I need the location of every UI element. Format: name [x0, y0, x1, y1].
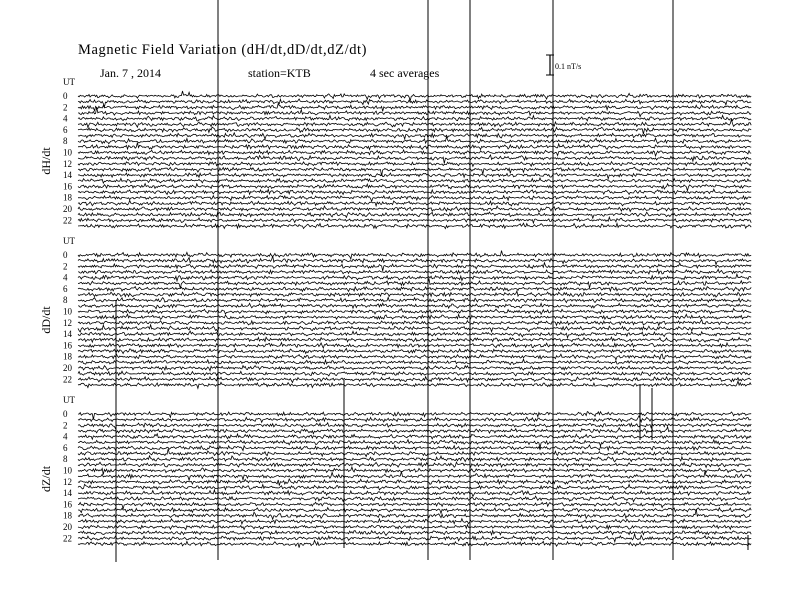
trace-hour-15 [78, 337, 751, 342]
trace-hour-1 [78, 416, 751, 423]
hour-label: 18 [63, 510, 72, 521]
averaging-label: 4 sec averages [370, 66, 440, 80]
trace-hour-5 [78, 119, 751, 127]
vertical-spikes [116, 0, 748, 562]
trace-hour-3 [78, 427, 751, 434]
hour-label: 2 [63, 102, 68, 113]
component-label: dZ/dt [39, 465, 53, 492]
panels [39, 77, 751, 548]
hour-label: 4 [63, 431, 68, 442]
trace-hour-18 [78, 354, 751, 360]
chart-title: Magnetic Field Variation (dH/dt,dD/dt,dZ/dt) [78, 42, 368, 58]
hour-label: 8 [63, 295, 68, 306]
ut-label: UT [63, 395, 75, 405]
trace-hour-19 [78, 200, 751, 206]
hour-label: 2 [63, 420, 68, 431]
trace-hour-23 [78, 381, 751, 388]
trace-hour-7 [78, 133, 751, 139]
panel-3 [39, 395, 751, 548]
hour-label: 0 [63, 91, 68, 101]
trace-hour-22 [78, 534, 751, 542]
trace-hour-12 [78, 479, 751, 486]
trace-hour-10 [78, 467, 751, 475]
trace-hour-1 [78, 256, 751, 265]
hour-label: 0 [63, 250, 68, 260]
ut-label: UT [63, 236, 75, 246]
trace-hour-0 [78, 91, 751, 101]
trace-hour-14 [78, 173, 751, 179]
trace-hour-15 [78, 178, 751, 183]
trace-hour-13 [78, 325, 751, 332]
trace-hour-23 [78, 223, 751, 228]
hour-label: 20 [63, 204, 72, 214]
hour-label: 0 [63, 409, 68, 419]
component-label: dH/dt [39, 147, 53, 175]
trace-hour-13 [78, 484, 751, 490]
hour-label: 8 [63, 136, 68, 147]
station-label: station=KTB [248, 66, 311, 80]
hour-label: 10 [63, 147, 72, 158]
trace-hour-7 [78, 449, 751, 457]
trace-hour-7 [78, 291, 751, 297]
hour-label: 22 [63, 215, 72, 226]
date-label: Jan. 7 , 2014 [100, 66, 161, 80]
trace-hour-11 [78, 314, 751, 319]
trace-hour-3 [78, 269, 751, 274]
hour-label: 20 [63, 522, 72, 532]
hour-label: 4 [63, 113, 68, 124]
trace-hour-10 [78, 309, 751, 315]
scale-bar [546, 55, 581, 75]
hour-label: 14 [63, 329, 72, 340]
trace-hour-16 [78, 343, 751, 348]
trace-hour-18 [78, 196, 751, 202]
trace-hour-5 [78, 279, 751, 289]
trace-hour-21 [78, 371, 751, 376]
trace-hour-4 [78, 274, 751, 281]
hour-label: 22 [63, 374, 72, 385]
hour-label: 2 [63, 261, 68, 272]
trace-hour-12 [78, 320, 751, 326]
panel-2 [39, 236, 751, 388]
trace-hour-12 [78, 162, 751, 167]
trace-hour-2 [78, 104, 751, 112]
hour-label: 18 [63, 351, 72, 362]
ut-label: UT [63, 77, 75, 87]
trace-hour-4 [78, 116, 751, 122]
hour-label: 10 [63, 306, 72, 317]
panel-1 [39, 77, 751, 229]
trace-hour-6 [78, 445, 751, 451]
trace-hour-2 [78, 423, 751, 429]
hour-label: 14 [63, 488, 72, 499]
hour-label: 12 [63, 317, 72, 328]
trace-hour-20 [78, 206, 751, 212]
hour-label: 6 [63, 124, 68, 135]
trace-hour-21 [78, 212, 751, 218]
trace-hour-22 [78, 217, 751, 223]
trace-hour-0 [78, 412, 751, 420]
trace-hour-18 [78, 509, 751, 519]
trace-hour-11 [78, 471, 751, 480]
trace-hour-20 [78, 366, 751, 371]
hour-label: 6 [63, 442, 68, 453]
hour-label: 22 [63, 533, 72, 544]
hour-label: 20 [63, 363, 72, 373]
trace-hour-2 [78, 263, 751, 271]
trace-hour-23 [78, 540, 751, 547]
trace-hour-14 [78, 331, 751, 338]
trace-hour-8 [78, 456, 751, 462]
trace-hour-16 [78, 184, 751, 191]
trace-hour-17 [78, 349, 751, 354]
trace-hour-19 [78, 359, 751, 365]
hour-label: 10 [63, 465, 72, 476]
trace-hour-21 [78, 530, 751, 535]
trace-hour-15 [78, 496, 751, 502]
hour-label: 8 [63, 454, 68, 465]
hour-label: 14 [63, 170, 72, 181]
trace-hour-17 [78, 508, 751, 514]
hour-label: 12 [63, 158, 72, 169]
hour-label: 12 [63, 476, 72, 487]
trace-hour-8 [78, 137, 751, 144]
trace-hour-16 [78, 502, 751, 509]
trace-hour-14 [78, 490, 751, 497]
hour-label: 6 [63, 283, 68, 294]
trace-hour-8 [78, 297, 751, 302]
component-label: dD/dt [39, 306, 53, 334]
hour-label: 16 [63, 499, 72, 510]
trace-hour-10 [78, 150, 751, 156]
trace-hour-22 [78, 377, 751, 383]
trace-hour-6 [78, 287, 751, 292]
trace-hour-6 [78, 127, 751, 134]
hour-label: 18 [63, 192, 72, 203]
trace-hour-4 [78, 434, 751, 439]
trace-hour-9 [78, 143, 751, 150]
hour-label: 4 [63, 272, 68, 283]
trace-hour-3 [78, 107, 751, 117]
trace-hour-20 [78, 525, 751, 530]
trace-hour-9 [78, 462, 751, 467]
trace-hour-0 [78, 251, 751, 259]
trace-hour-9 [78, 303, 751, 308]
scale-bar-label: 0.1 nT/s [555, 62, 582, 71]
trace-hour-19 [78, 519, 751, 524]
trace-hour-1 [78, 99, 751, 107]
trace-hour-17 [78, 189, 751, 194]
hour-label: 16 [63, 181, 72, 192]
hour-label: 16 [63, 340, 72, 351]
